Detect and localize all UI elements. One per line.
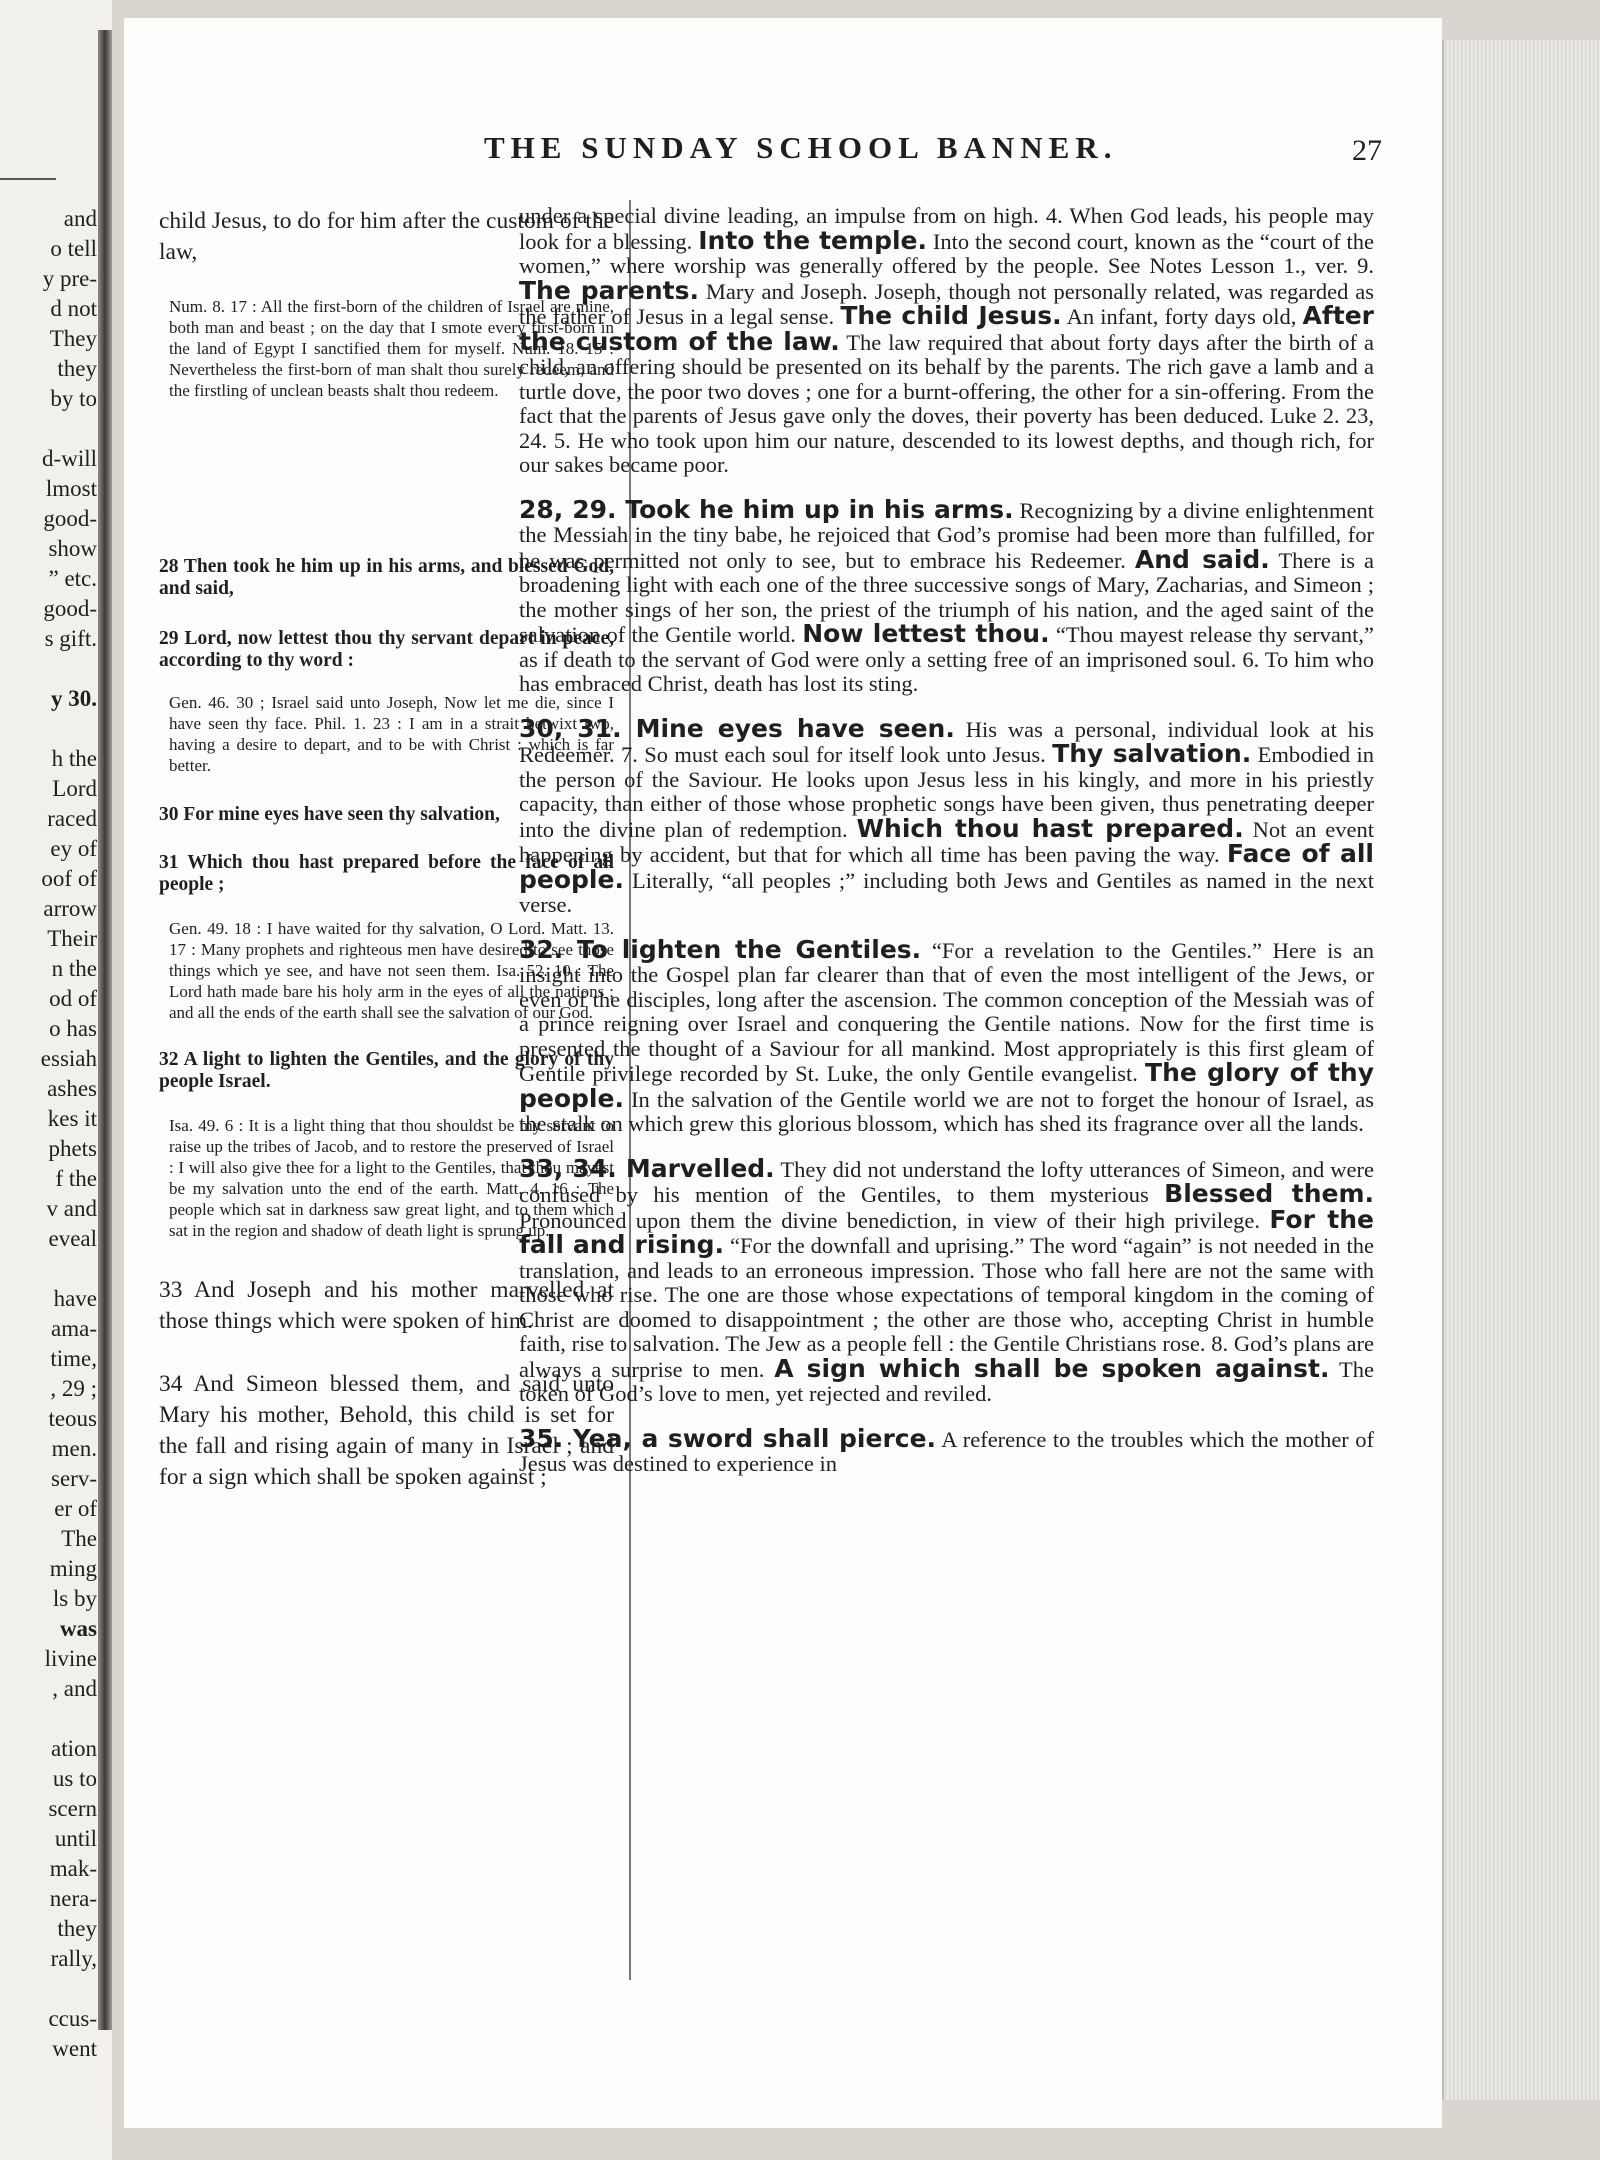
- margin-line: Lord: [52, 776, 97, 801]
- margin-line: rally,: [50, 1946, 97, 1971]
- margin-line: o has: [49, 1016, 97, 1041]
- margin-line: lmost: [45, 476, 97, 501]
- margin-line: s gift.: [44, 626, 97, 651]
- margin-line: arrow: [43, 896, 97, 921]
- verse-32-text: 32 A light to lighten the Gentiles, and the glory of thy people Israel.: [159, 1049, 614, 1092]
- margin-line: ls by: [52, 1586, 97, 1611]
- previous-page-edge: [0, 0, 112, 2160]
- margin-line: d not: [50, 296, 97, 321]
- margin-line: Their: [47, 926, 97, 951]
- note-verses-28-29: 28, 29. Took he him up in his arms. Recognizing by a divine enlightenment the Messiah in the tiny babe, he rejoiced that God’s promise had been more than fulfilled, for he was permitted not only to see, but to embrace his Redeemer. And said. There is a broadening light with each one of the three successive songs of Mary, Zacharias, and Simeon ; the mother sings of her son, the priest of the triumph of his nation, and the aged saint of the salvation of the Gentile world. Now lettest thou. “Thou mayest release thy servant,” as if death to the servant of God were only a setting free of an imprisoned soul. 6. To him who has embraced Christ, death has lost its sting.: [519, 494, 1375, 696]
- note-verses-33-34: 33, 34. Marvelled. They did not understand the lofty utterances of Simeon, and were confused by his mention of the Gentiles, to them mysterious Blessed them. Pronounced upon them the divine benediction, in view of their high privilege. For the fall and rising. “For the downfall and uprising.” The word “again” is not needed in the translation, and leads to an erroneous impression. Those who fall here are not the same with those who rise. The one are those whose expectations of temporal kingdom in the coming of Christ are doomed to disappointment ; the other are those who, accepting Christ in humble faith, rise to salvation. The Jew as a people fell : the Gentile Christians rose. 8. God’s plans are always a surprise to men. A sign which shall be spoken against. The token of God’s love to men, yet rejected and reviled.: [519, 1153, 1374, 1406]
- margin-line: [0, 1974, 97, 2004]
- verse-31-text: 31 Which thou hast prepared before the face of all people ;: [159, 852, 614, 895]
- margin-line: show: [48, 536, 97, 561]
- book-page: [124, 18, 1442, 2128]
- margin-line: ama-: [51, 1316, 97, 1341]
- margin-line: and: [63, 206, 97, 231]
- margin-line: phets: [48, 1136, 97, 1161]
- margin-line: essiah: [40, 1046, 97, 1071]
- margin-line: They: [49, 326, 97, 351]
- margin-line: time,: [50, 1346, 97, 1371]
- note-verse-27: under a special divine leading, an impulse from on high. 4. When God leads, his people may look for a blessing. Into the temple. Into the second court, known as the “court of the women,” where worship was generally offered by the people. See Notes Lesson 1., ver. 9. The parents. Mary and Joseph. Joseph, though not personally related, was regarded as the father of Jesus in a legal sense. The child Jesus. An infant, forty days old, After the custom of the law. The law required that about forty days after the birth of a child, an offering should be presented on its behalf by the parents. The rich gave a lamb and a turtle dove, the poor two doves ; one for a burnt-offering, the other for a sin-offering. From the fact that the parents of Jesus gave only the doves, their poverty has been deduced. Luke 2. 23, 24. 5. He who took upon him our nature, descended to its lowest depths, and though rich, for our sakes became poor.: [519, 203, 1374, 477]
- margin-line: [0, 714, 97, 744]
- margin-line: [0, 654, 97, 684]
- margin-line: oof of: [41, 866, 97, 891]
- margin-line: [0, 414, 97, 444]
- margin-line: ey of: [50, 836, 97, 861]
- margin-line: mak-: [49, 1856, 97, 1881]
- margin-line: they: [57, 1916, 97, 1941]
- page-header: [344, 130, 1382, 190]
- margin-line: ” etc.: [48, 566, 97, 591]
- margin-line: until: [54, 1826, 97, 1851]
- margin-line: serv-: [51, 1466, 97, 1491]
- margin-line: by to: [50, 386, 97, 411]
- margin-line: ation: [51, 1736, 97, 1761]
- verse-31-references: Gen. 49. 18 : I have waited for thy salvation, O Lord. Matt. 13. 17 : Many prophets and righteous men have desired to see those things which ye see, and have not seen them. Isa. 52. 10 : The Lord hath made bare his holy arm in the eyes of all the nations ; and all the ends of the earth shall see the salvation of our God.: [169, 919, 614, 1022]
- margin-line: nera-: [49, 1886, 97, 1911]
- cropped-margin-text: [0, 204, 97, 2064]
- margin-line: men.: [51, 1436, 97, 1461]
- verse-27-text: child Jesus, to do for him after the custom of the law,: [159, 208, 614, 265]
- margin-line: good-: [43, 506, 97, 531]
- margin-line: v and: [46, 1196, 97, 1221]
- margin-line: The: [61, 1526, 97, 1551]
- note-verse-32: 32. To lighten the Gentiles. “For a revelation to the Gentiles.” Here is an insight into the Gospel plan far clearer than that of even the most intelligent of the Jews, or even of the disciples, long after the ascension. The common conception of the Messiah was of a prince reigning over Israel and conquering the Gentile nations. Now for the first time is presented the thought of a Saviour for all mankind. Most appropriately is this first gleam of Gentile privilege recorded by St. Luke, the only Gentile evangelist. The glory of thy people. In the salvation of the Gentile world we are not to forget the honour of Israel, as the stalk on which grew this glorious blossom, which has shed its fragrance over all the lands.: [519, 934, 1375, 1136]
- note-verses-30-31: 30, 31. Mine eyes have seen. His was a personal, individual look at his Redeemer. 7. So must each soul for itself look unto Jesus. Thy salvation. Embodied in the person of the Saviour. He looks upon Jesus less in his kingly, and more in his priestly capacity, than either of those whose prophetic songs have been given, thus penetrating deeper into the divine plan of redemption. Which thou hast prepared. Not an event happening by accident, but that for which all time has been paving the way. Face of all people. Literally, “all peoples ;” including both Jews and Gentiles as named in the next verse.: [519, 713, 1374, 917]
- margin-line: y 30.: [51, 686, 97, 711]
- margin-line: ming: [49, 1556, 97, 1581]
- margin-line: good-: [43, 596, 97, 621]
- verse-30-text: 30 For mine eyes have seen thy salvation,: [159, 804, 500, 825]
- verse-32-references: Isa. 49. 6 : It is a light thing that thou shouldst be my servant to raise up the tribes of Jacob, and to restore the preserved of Israel : I will also give thee for a light to the Gentiles, that thou mayest be my salvation unto the end of the earth. Matt. 4. 16 : The people which sat in darkness saw great light, and to them which sat in the region and shadow of death light is sprung up.: [169, 1116, 614, 1240]
- note-verse-35: 35. Yea, a sword shall pierce. A reference to the troubles which the mother of Jesus was destined to experience in: [519, 1423, 1374, 1476]
- margin-line: od of: [49, 986, 97, 1011]
- margin-line: o tell: [50, 236, 97, 261]
- margin-line: er of: [54, 1496, 97, 1521]
- verse-34-text: 34 And Simeon blessed them, and said unto Mary his mother, Behold, this child is set for the fall and rising again of many in Israel ; and for a sign which shall be spoken against ;: [159, 1371, 614, 1490]
- margin-line: raced: [47, 806, 97, 831]
- margin-line: us to: [52, 1766, 97, 1791]
- margin-line: , 29 ;: [50, 1376, 97, 1401]
- margin-line: y pre-: [42, 266, 97, 291]
- verse-28-text: 28 Then took he him up in his arms, and blessed God, and said,: [159, 556, 614, 599]
- margin-line: h the: [51, 746, 97, 771]
- verse-27-references: Num. 8. 17 : All the first-born of the children of Israel are mine, both man and beast ; on the day that I smote every first-born in the land of Egypt I sanctified them for myself. Num. 18. 15 : Nevertheless the first-born of man shalt thou surely redeem, and the firstling of unclean beasts shalt thou redeem.: [169, 297, 614, 400]
- page-block-edges: [1442, 40, 1600, 2100]
- margin-line: teous: [48, 1406, 97, 1431]
- margin-line: kes it: [47, 1106, 97, 1131]
- margin-line: ashes: [47, 1076, 97, 1101]
- margin-line: , and: [52, 1676, 97, 1701]
- margin-line: scern: [48, 1796, 97, 1821]
- margin-rule: [0, 178, 56, 180]
- margin-line: went: [52, 2036, 97, 2061]
- verse-33-text: 33 And Joseph and his mother marvelled at those things which were spoken of him.: [159, 1277, 614, 1334]
- margin-line: eveal: [48, 1226, 97, 1251]
- verse-29-references: Gen. 46. 30 ; Israel said unto Joseph, Now let me die, since I have seen thy face. Phil. 1. 23 : I am in a strait betwixt two, having a desire to depart, and to be with Christ : which is far better.: [169, 693, 614, 775]
- margin-line: ccus-: [48, 2006, 97, 2031]
- margin-line: they: [57, 356, 97, 381]
- margin-line: n the: [51, 956, 97, 981]
- margin-line: d-will: [42, 446, 97, 471]
- margin-line: f the: [55, 1166, 97, 1191]
- running-title: THE SUNDAY SCHOOL BANNER.: [484, 130, 1118, 165]
- verse-29-text: 29 Lord, now lettest thou thy servant depart in peace, according to thy word :: [159, 628, 614, 671]
- margin-line: [0, 1254, 97, 1284]
- margin-line: livine: [44, 1646, 97, 1671]
- commentary-column: [519, 204, 1374, 1477]
- page-number: 27: [1352, 134, 1382, 167]
- book-gutter: [98, 30, 112, 2030]
- margin-line: [0, 1704, 97, 1734]
- margin-line: was: [59, 1616, 97, 1641]
- margin-line: have: [53, 1286, 97, 1311]
